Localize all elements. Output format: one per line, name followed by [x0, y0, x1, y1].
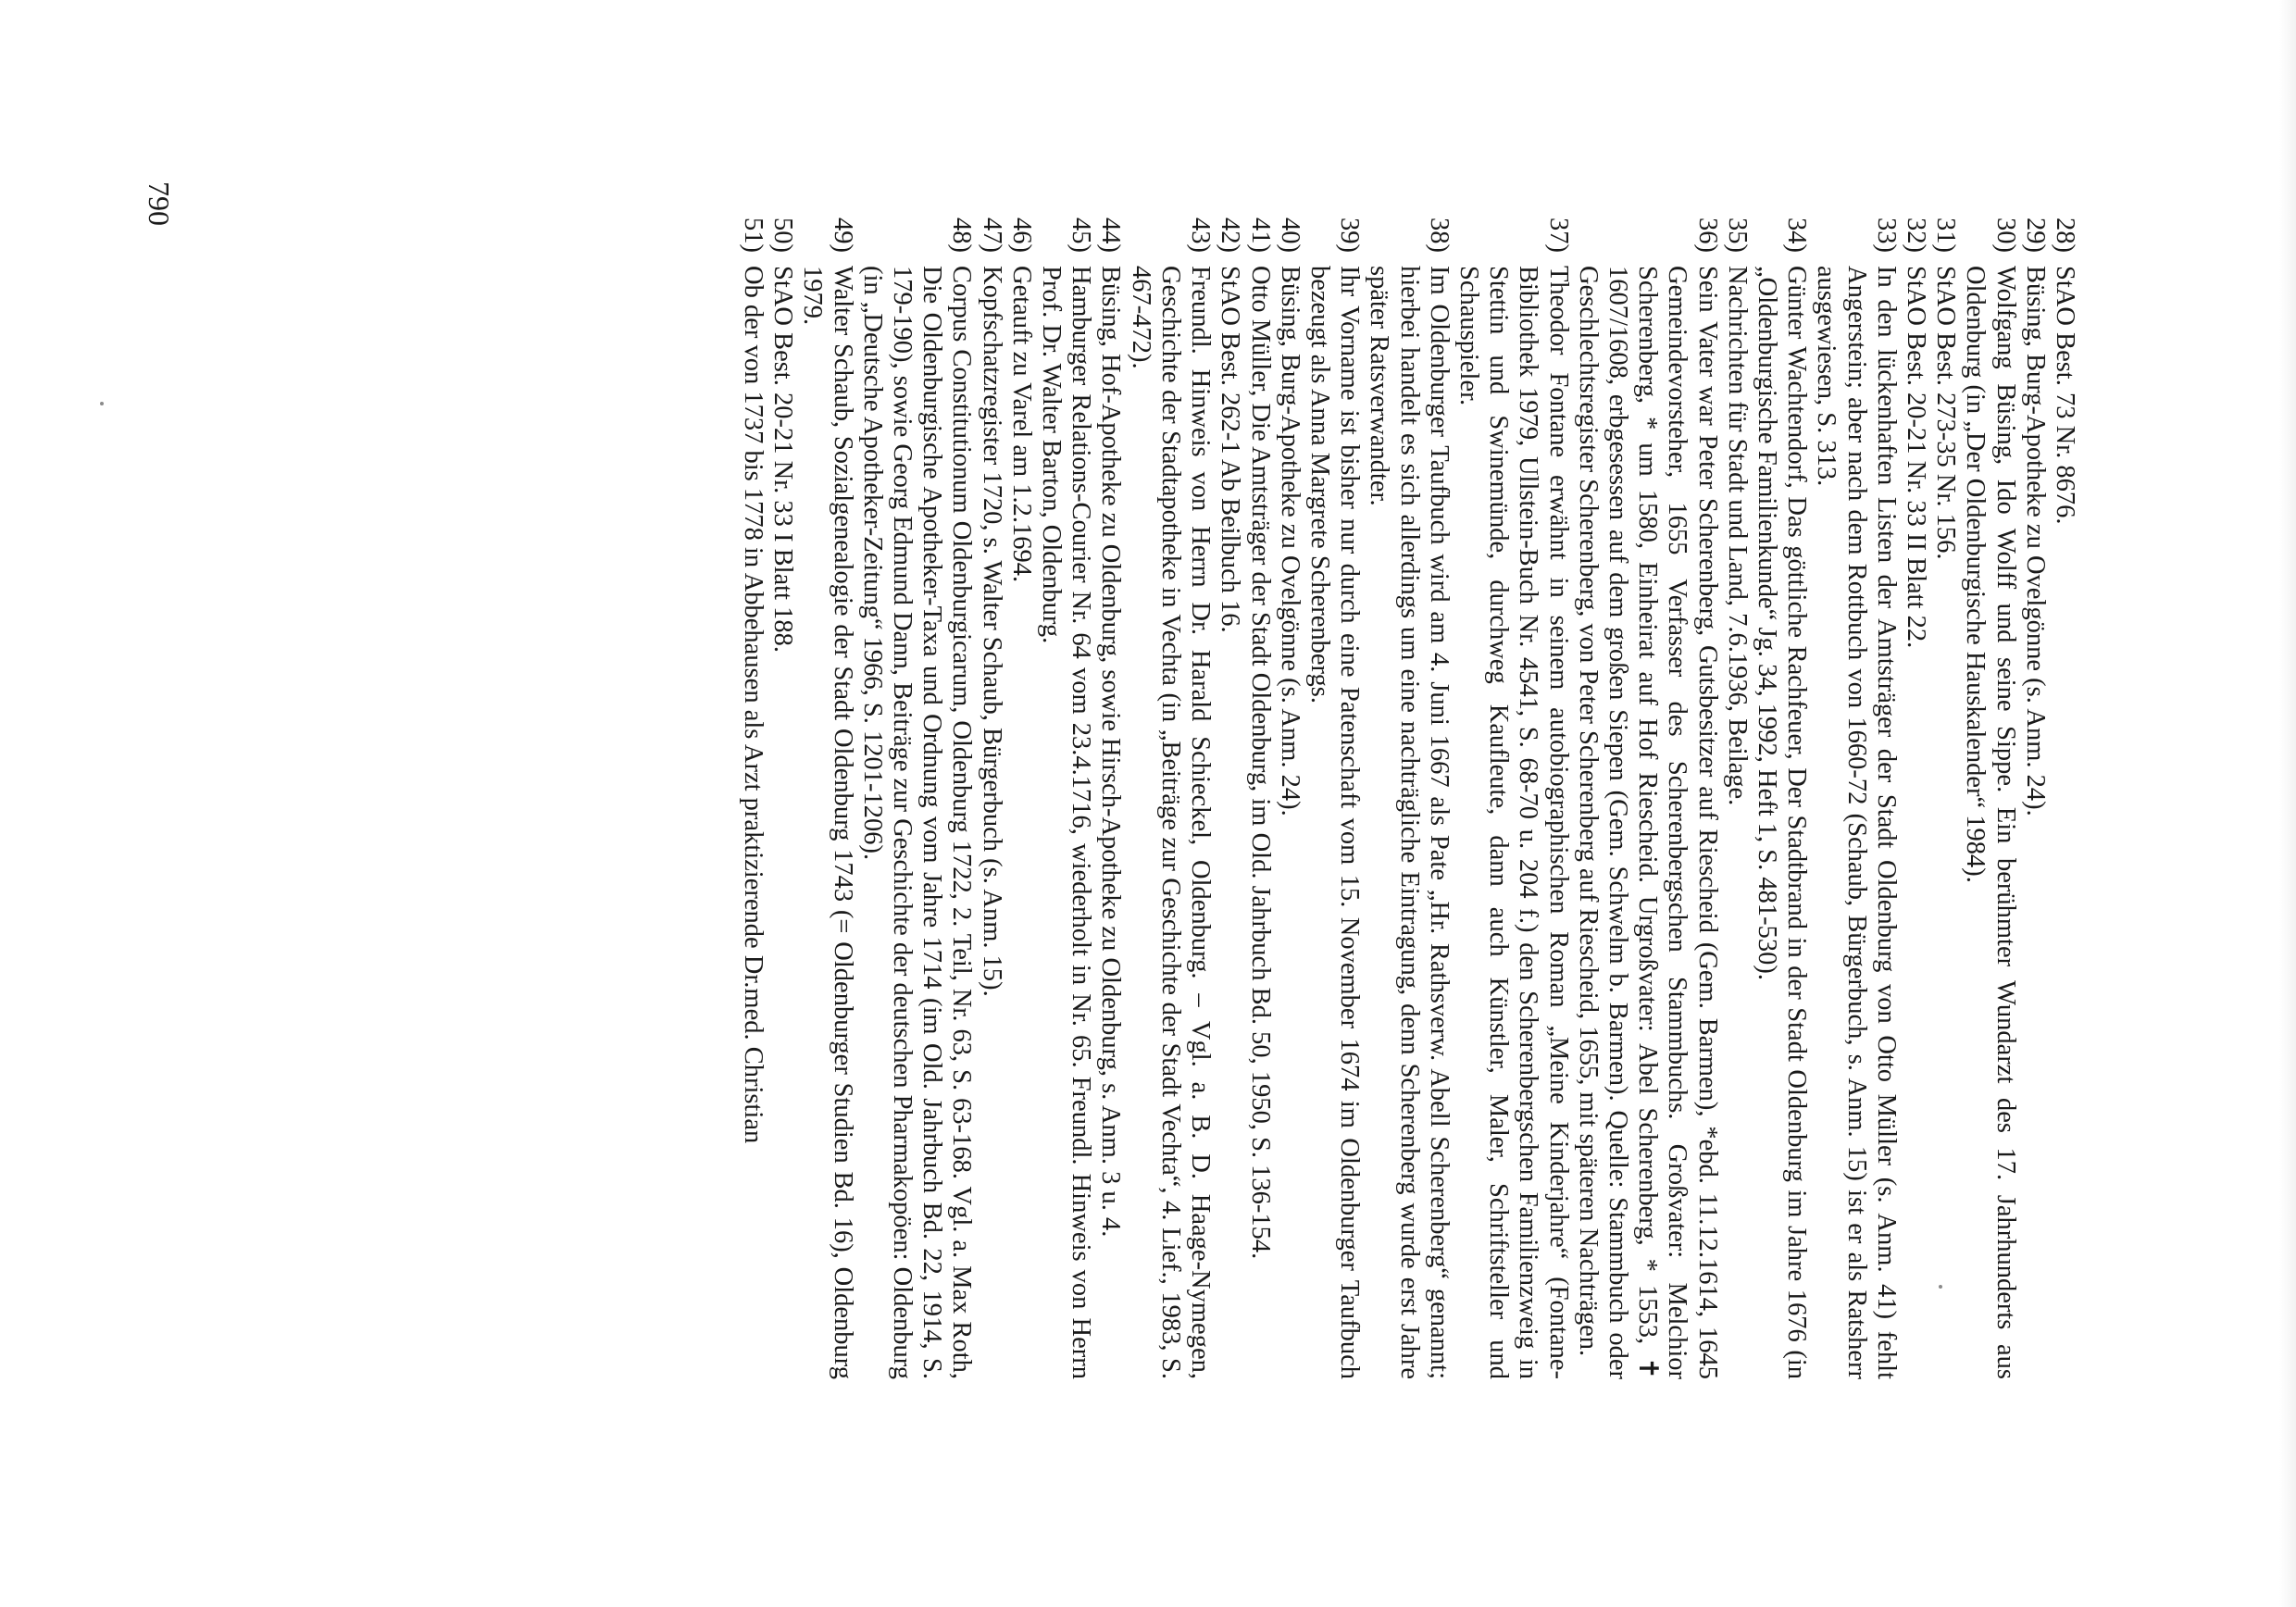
footnote-item [1244, 218, 1274, 1379]
footnote-item [1930, 218, 1960, 1379]
footnote-item [767, 218, 797, 1379]
footnote-number: 28) [2051, 218, 2079, 253]
footnote-item [1006, 218, 1036, 1379]
footnote-item [2050, 218, 2079, 1379]
footnote-text: Theodor Fontane erwähnt in seinem autobiographischen Roman „Meine Kinderjahre“ (Fontane-Bibliothek 1979, Ullstein-Buch Nr. 4541, S. 68-70 u. 204 f.) den Scherenbergschen Familienzweig in Stettin und Swinemünde, durchweg Kaufleute, dann auch Künstler, Maler, Schriftsteller und Schauspieler. [1454, 266, 1573, 1379]
footnote-item [738, 218, 767, 1379]
footnote-text: Getauft zu Varel am 1.2.1694. [1006, 266, 1036, 583]
page-number: 790 [143, 181, 176, 226]
footnote-text: Im Oldenburger Taufbuch wird am 4. Juni 1667 als Pate „Hr. Rathsverw. Abell Scherenberg“ genannt; hierbei handelt es sich allerdings um eine nachträgliche Eintragung, denn Scherenberg wurde erst Jahre später Ratsverwandter. [1365, 266, 1454, 1379]
scan-speck [100, 402, 104, 405]
footnote-item [1304, 218, 1364, 1379]
footnote-number: 48) [947, 218, 977, 253]
footnote-item [857, 218, 977, 1379]
footnote-item [1901, 218, 1930, 1379]
footnote-text: Hamburger Relations-Courier Nr. 64 vom 23.4.1716, wiederholt in Nr. 65. Freundl. Hinweis von Herrn Prof. Dr. Walter Barton, Oldenburg. [1037, 266, 1096, 1379]
footnote-item [1095, 218, 1125, 1379]
footnote-number: 34) [1782, 218, 1812, 253]
footnote-item [797, 218, 856, 1379]
footnote-text: StAO Best. 73 Nr. 8676. [2051, 266, 2079, 525]
footnote-number: 43) [1186, 218, 1216, 253]
footnote-text: In den lückenhaften Listen der Amtsträger der Stadt Oldenburg von Otto Müller (s. Anm. 41) fehlt Angerstein; aber nach dem Rottbuch von 1660-72 (Schaub, Bürgerbuch, s. Anm. 15) ist er als Ratsherr ausgewiesen, S. 313. [1812, 266, 1901, 1379]
footnote-item [1752, 218, 1811, 1379]
footnote-item [976, 218, 1005, 1379]
footnote-number: 45) [1067, 218, 1096, 253]
footnote-number: 29) [2020, 218, 2050, 253]
footnote-text: Büsing, Hof-Apotheke zu Oldenburg, sowie Hirsch-Apotheke zu Oldenburg, s. Anm. 3 u. 4. [1096, 266, 1126, 1238]
footnote-text: Nachrichten für Stadt und Land, 7.6.1936, Beilage. [1722, 266, 1752, 806]
footnote-number: 50) [768, 218, 798, 253]
footnote-item [1811, 218, 1901, 1379]
footnote-item [1573, 218, 1722, 1379]
footnote-text: Kopfschatzregister 1720, s. Walter Schaub, Bürgerbuch (s. Anm. 15). [977, 266, 1006, 997]
footnote-item [1036, 218, 1095, 1379]
footnote-number: 41) [1245, 218, 1275, 253]
footnote-text: StAO Best. 273-35 Nr. 156. [1931, 266, 1961, 560]
footnote-text: Ob der von 1737 bis 1778 in Abbehausen als Arzt praktizierende Dr.med. Christian [739, 266, 768, 1144]
footnote-item [1454, 218, 1573, 1379]
footnote-number: 44) [1096, 218, 1126, 253]
footnote-text: Büsing, Burg-Apotheke zu Ovelgönne (s. Anm. 24). [1275, 266, 1304, 816]
footnote-item [1364, 218, 1454, 1379]
footnote-text: Günter Wachtendorf, Das göttliche Rachfeuer, Der Stadtbrand in der Stadt Oldenburg im Jahre 1676 (in „Oldenburgische Familienkunde“ Jg. 34, 1992, Heft 1, S. 481-530). [1752, 266, 1812, 1379]
footnote-text: Walter Schaub, Sozialgenealogie der Stadt Oldenburg 1743 (= Oldenburger Studien Bd. 16), Oldenburg 1979. [798, 266, 857, 1379]
footnote-text: Freundl. Hinweis von Herrn Dr. Harald Schieckel, Oldenburg. – Vgl. a. B. D. Haage-Nymegen, Geschichte der Stadtapotheke in Vechta (in „Beiträge zur Geschichte der Stadt Vechta“, 4. Lief., 1983, S. 467-472). [1126, 266, 1216, 1379]
footnote-item [1722, 218, 1752, 1379]
footnote-text: StAO Best. 20-21 Nr. 33 II Blatt 22. [1901, 266, 1930, 649]
footnote-number: 49) [828, 218, 857, 253]
footnote-number: 40) [1275, 218, 1304, 253]
footnote-number: 39) [1335, 218, 1365, 253]
footnote-number: 51) [739, 218, 768, 253]
footnote-text: Ihr Vorname ist bisher nur durch eine Patenschaft vom 15. November 1674 im Oldenburger Taufbuch bezeugt als Anna Margrete Scherenbergs. [1304, 266, 1365, 1379]
footnote-text: Büsing, Burg-Apotheke zu Ovelgönne (s. Anm. 24). [2020, 266, 2050, 816]
footnote-number: 37) [1543, 218, 1573, 253]
footnote-number: 46) [1006, 218, 1036, 253]
footnote-number: 32) [1901, 218, 1930, 253]
footnote-number: 36) [1692, 218, 1722, 253]
footnote-text: StAO Best. 20-21 Nr. 33 I Blatt 188. [768, 266, 798, 653]
footnote-list [738, 218, 2079, 1379]
footnote-number: 30) [1990, 218, 2020, 253]
footnote-item [2020, 218, 2050, 1379]
footnote-text: Otto Müller, Die Amtsträger der Stadt Oldenburg, im Old. Jahrbuch Bd. 50, 1950, S. 136-154. [1245, 266, 1275, 1260]
footnote-text: StAO Best. 262-1 Ab Beilbuch 16. [1216, 266, 1245, 633]
footnote-item [1960, 218, 2019, 1379]
footnote-text: Corpus Constitutionum Oldenburgicarum, Oldenburg 1722, 2. Teil, Nr. 63, S. 63-168. Vgl. a. Max Roth, Die Oldenburgische Apotheker-Taxa und Ordnung vom Jahre 1714 (im Old. Jahrbuch Bd. 22, 1914, S. 179-190), sowie Georg Edmund Dann, Beiträge zur Geschichte der deutschen Pharmakopöen: Oldenburg (in „Deutsche Apotheker-Zeitung“ 1966, S. 1201-1206). [857, 266, 977, 1379]
footnote-text: Wolfgang Büsing, Ido Wolff und seine Sippe. Ein berühmter Wundarzt des 17. Jahrhunderts aus Oldenburg (in „Der Oldenburgische Hauskalender“ 1984). [1961, 266, 2020, 1379]
scan-speck [1939, 1285, 1942, 1289]
footnote-item [1275, 218, 1304, 1379]
footnote-number: 47) [977, 218, 1006, 253]
footnote-number: 33) [1871, 218, 1901, 253]
footnote-number: 42) [1216, 218, 1245, 253]
footnote-number: 31) [1931, 218, 1961, 253]
footnote-item [1215, 218, 1244, 1379]
footnote-text: Sein Vater war Peter Scherenberg, Gutsbesitzer auf Riescheid (Gem. Barmen), *ebd. 11.12.1614, 1645 Gemeindevorsteher, 1655 Verfasser des Scherenbergschen Stammbuchs. Großvater: Melchior Scherenberg, * um 1580, Einheirat auf Hof Riescheid. Urgroßvater: Abel Scherenberg, * 1553, ✝ 1607/1608, erbgesessen auf dem großen Siepen (Gem. Schwelm b. Barmen). Quelle: Stammbuch oder Geschlechtsregister Scherenberg, von Peter Scherenberg auf Riescheid, 1655, mit späteren Nachträgen. [1573, 266, 1722, 1379]
footnote-number: 38) [1424, 218, 1454, 253]
footnote-item [1126, 218, 1216, 1379]
footnote-number: 35) [1722, 218, 1752, 253]
